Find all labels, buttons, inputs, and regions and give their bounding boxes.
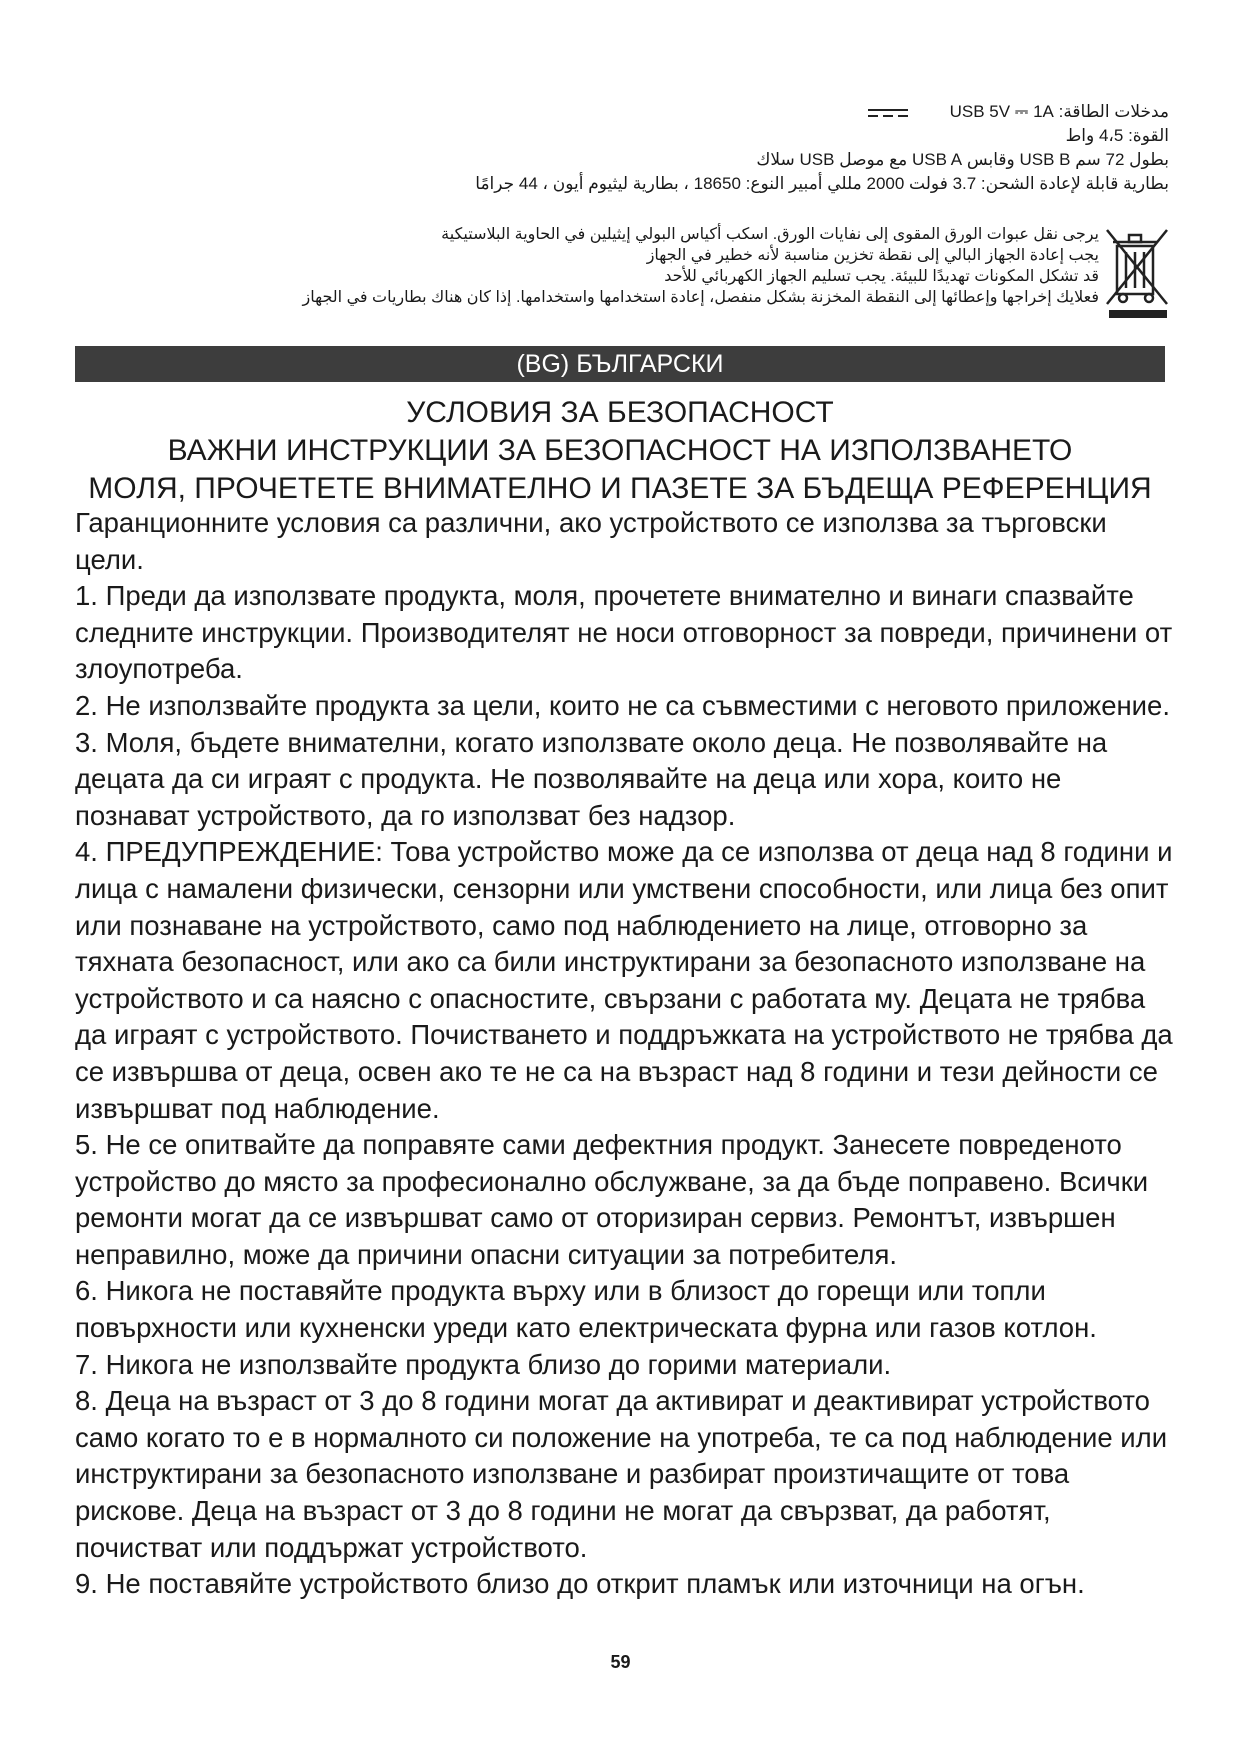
recycling-text <box>303 224 1100 308</box>
safety-headings <box>75 394 1165 508</box>
language-section-bar: (BG) БЪЛГАРСКИ <box>75 346 1165 382</box>
heading-read-carefully: МОЛЯ, ПРОЧЕТЕТЕ ВНИМАТЕЛНО И ПАЗЕТЕ ЗА БЪДЕЩА РЕФЕРЕНЦИЯ <box>88 472 1152 505</box>
crossed-out-wheelie-bin-icon <box>1105 224 1169 320</box>
instruction-item: 6. Никога не поставяйте продукта върху или в близост до горещи или топли повърхности или кухненски уреди като електрическата фурна или газов котлон. <box>75 1275 1097 1344</box>
instruction-item: 5. Не се опитвайте да поправяте сами дефектния продукт. Занесете повреденото устройство до място за професионално обслужване, за да бъде поправено. Всички ремонти могат да се извършват само от оторизиран сервиз. Ремонтът, извършен неправилно, може да причини опасни ситуации за потребителя. <box>75 1129 1149 1270</box>
recycling-line: يرجى نقل عبوات الورق المقوى إلى نفايات الورق. اسكب أكياس البولي إيثيلين في الحاوية البلاستيكية <box>441 226 1099 243</box>
instruction-item: 3. Моля, бъдете внимателни, когато използвате около деца. Не позволявайте на децата да си играят с продукта. Не позволявайте на деца или хора, които не познават устройството, да го използват без надзор. <box>75 726 1108 831</box>
instruction-item: 8. Деца на възраст от 3 до 8 години могат да активират и деактивират устройството само когато то е в нормалното си положение на употреба, те са под наблюдение или инструктирани за безопасното използване и разбират произтичащите от това рискове. Деца на възраст от 3 до 8 години не могат да свързват, да работят, почистват или поддържат устройството. <box>75 1385 1168 1563</box>
spec-cable: بطول 72 سم USB B وقابس USB A مع موصل USB سلاك <box>756 150 1169 169</box>
recycling-line: قد تشكل المكونات تهديدًا للبيئة. يجب تسليم الجهاز الكهربائي للأحد <box>664 268 1099 285</box>
recycling-line: يجب إعادة الجهاز البالي إلى نقطة تخزين مناسبة لأنه خطير في الجهاز <box>646 247 1099 264</box>
warranty-paragraph: Гаранционните условия са различни, ако устройството се използва за търговски цели. <box>75 507 1107 575</box>
heading-important-instructions: ВАЖНИ ИНСТРУКЦИИ ЗА БЕЗОПАСНОСТ НА ИЗПОЛЗВАНЕТО <box>167 434 1073 467</box>
instructions-body <box>75 505 1175 1603</box>
recycling-block <box>39 224 1169 330</box>
instruction-item: 2. Не използвайте продукта за цели, които не са съвместими с неговото приложение. <box>75 689 1170 721</box>
instruction-item: 4. ПРЕДУПРЕЖДЕНИЕ: Това устройство може да се използва от деца над 8 години и лица с намалени физически, сензорни или умствени способности, или лица без опит или познаване на устройството, само под наблюдението на лице, отговорно за тяхната безопасност, или ако са били инструктирани за безопасното използване на устройството и са наясно с опасностите, свързани с работата му. Децата не трябва да играят с устройството. Почистването и поддръжката на устройството не трябва да се извършва от деца, освен ако те не са на възраст над 8 години и тези дейности се извършват под наблюдение. <box>75 836 1173 1124</box>
page-number: 59 <box>610 1652 631 1672</box>
instruction-item: 1. Преди да използвате продукта, моля, прочетете внимателно и винаги спазвайте следните инструкции. Производителят не носи отговорност за повреди, причинени от злоупотреба. <box>75 580 1173 685</box>
instruction-item: 9. Не поставяйте устройството близо до открит пламък или източници на огън. <box>75 1568 1085 1600</box>
spec-battery: بطارية قابلة لإعادة الشحن: 3.7 فولت 2000 مللي أمبير النوع: 18650 ، بطارية ليثيوم أيون ، 44 جرامًا <box>475 174 1169 193</box>
spec-power: القوة: 4،5 واط <box>1065 126 1169 145</box>
recycling-line: فعلايك إخراجها وإعطائها إلى النقطة المخزنة بشكل منفصل، إعادة استخدامها واستخدامها. إذا كان هناك بطاريات في الجهاز <box>302 289 1099 306</box>
instruction-item: 7. Никога не използвайте продукта близо до горими материали. <box>75 1348 892 1380</box>
arabic-spec-block <box>475 100 1169 196</box>
heading-safety-conditions: УСЛОВИЯ ЗА БЕЗОПАСНОСТ <box>406 396 834 429</box>
spec-power-input: مدخلات الطاقة: USB 5V ⎓ 1A <box>949 102 1169 121</box>
